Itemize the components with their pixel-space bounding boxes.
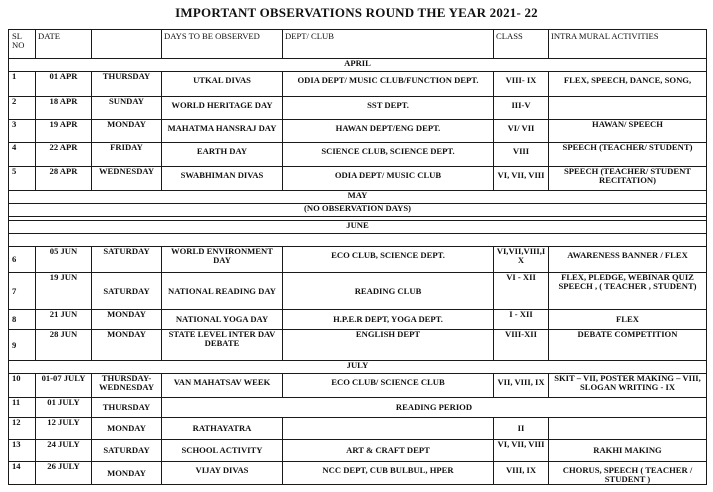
cell-date: 19 JUN (36, 273, 92, 310)
cell-observed: MAHATMA HANSRAJ DAY (162, 120, 283, 143)
cell-sl: 11 (9, 398, 36, 418)
cell-dept: ENGLISH DEPT (283, 330, 494, 361)
table-row (9, 398, 707, 418)
cell-activity: SPEECH (TEACHER/ STUDENT RECITATION) (549, 167, 707, 191)
cell-class: VI, VII, VIII (494, 167, 549, 191)
header-class: CLASS (494, 30, 549, 59)
cell-observed: STATE LEVEL INTER DAV DEBATE (162, 330, 283, 361)
month-row-july (9, 361, 707, 374)
cell-dept: SCIENCE CLUB, SCIENCE DEPT. (283, 143, 494, 167)
cell-class: VI, VII, VIII (494, 440, 549, 462)
month-label-april: APRIL (9, 59, 707, 72)
cell-activity: FLEX, SPEECH, DANCE, SONG, (549, 72, 707, 97)
cell-sl: 9 (9, 330, 36, 361)
table-row (9, 440, 707, 462)
header-date: DATE (36, 30, 92, 59)
month-label-may: MAY (9, 191, 707, 204)
cell-date: 01-07 JULY (36, 374, 92, 398)
cell-date: 22 APR (36, 143, 92, 167)
cell-day: SUNDAY (92, 97, 162, 120)
cell-dept: ART & CRAFT DEPT (283, 440, 494, 462)
cell-date: 28 APR (36, 167, 92, 191)
cell-day: MONDAY (92, 330, 162, 361)
cell-dept: H.P.E.R DEPT, YOGA DEPT. (283, 310, 494, 330)
table-row (9, 330, 707, 361)
cell-day: FRIDAY (92, 143, 162, 167)
observations-table (8, 29, 707, 485)
month-note-row-may (9, 204, 707, 217)
page-title: IMPORTANT OBSERVATIONS ROUND THE YEAR 2021- 22 (175, 5, 538, 20)
cell-observed: NATIONAL YOGA DAY (162, 310, 283, 330)
cell-observed: VIJAY DIVAS (162, 462, 283, 485)
cell-activity: DEBATE COMPETITION (549, 330, 707, 361)
cell-dept: ODIA DEPT/ MUSIC CLUB/FUNCTION DEPT. (283, 72, 494, 97)
cell-day: THURSDAY (92, 398, 162, 418)
cell-day: WEDNESDAY (92, 167, 162, 191)
cell-class: VII, VIII, IX (494, 374, 549, 398)
cell-observed: SCHOOL ACTIVITY (162, 440, 283, 462)
cell-class: VI,VII,VIII,I X (494, 247, 549, 273)
month-label-july: JULY (9, 361, 707, 374)
cell-date: 21 JUN (36, 310, 92, 330)
month-row-may (9, 191, 707, 204)
cell-date: 19 APR (36, 120, 92, 143)
cell-activity: CHORUS, SPEECH ( TEACHER / STUDENT ) (549, 462, 707, 485)
cell-sl: 5 (9, 167, 36, 191)
cell-dept (283, 418, 494, 440)
table-row (9, 72, 707, 97)
cell-sl: 10 (9, 374, 36, 398)
cell-sl: 8 (9, 310, 36, 330)
cell-sl: 13 (9, 440, 36, 462)
cell-activity: SKIT – VII, POSTER MAKING – VIII, SLOGAN WRITING - IX (549, 374, 707, 398)
cell-observed: READING PERIOD (162, 398, 707, 418)
cell-date: 28 JUN (36, 330, 92, 361)
month-row-june (9, 221, 707, 234)
table-row (9, 167, 707, 191)
cell-observed: UTKAL DIVAS (162, 72, 283, 97)
header-intra-mural: INTRA MURAL ACTIVITIES (549, 30, 707, 59)
cell-observed: NATIONAL READING DAY (162, 273, 283, 310)
cell-activity: FLEX (549, 310, 707, 330)
cell-class: VIII, IX (494, 462, 549, 485)
cell-observed: RATHAYATRA (162, 418, 283, 440)
cell-sl: 2 (9, 97, 36, 120)
no-observation-days-label: (NO OBSERVATION DAYS) (9, 204, 707, 217)
cell-day: SATURDAY (92, 440, 162, 462)
cell-sl: 4 (9, 143, 36, 167)
cell-class: II (494, 418, 549, 440)
table-row (9, 120, 707, 143)
cell-day: MONDAY (92, 418, 162, 440)
cell-day: THURSDAY- WEDNESDAY (92, 374, 162, 398)
cell-day: MONDAY (92, 310, 162, 330)
cell-day: THURSDAY (92, 72, 162, 97)
cell-dept: ODIA DEPT/ MUSIC CLUB (283, 167, 494, 191)
cell-sl: 12 (9, 418, 36, 440)
cell-activity (549, 97, 707, 120)
table-row (9, 97, 707, 120)
spacer-cell (9, 234, 707, 247)
cell-observed: VAN MAHATSAV WEEK (162, 374, 283, 398)
spacer-row (9, 234, 707, 247)
cell-date: 05 JUN (36, 247, 92, 273)
cell-sl: 7 (9, 273, 36, 310)
table-row (9, 374, 707, 398)
cell-class: I - XII (494, 310, 549, 330)
cell-activity: FLEX, PLEDGE, WEBINAR QUIZ SPEECH , ( TEACHER , STUDENT) (549, 273, 707, 310)
cell-observed: EARTH DAY (162, 143, 283, 167)
cell-class: VIII (494, 143, 549, 167)
cell-day: MONDAY (92, 462, 162, 485)
header-dept-club: DEPT/ CLUB (283, 30, 494, 59)
cell-sl: 3 (9, 120, 36, 143)
cell-activity: AWARENESS BANNER / FLEX (549, 247, 707, 273)
cell-activity: RAKHI MAKING (549, 440, 707, 462)
cell-date: 26 JULY (36, 462, 92, 485)
cell-date: 12 JULY (36, 418, 92, 440)
cell-dept: HAWAN DEPT/ENG DEPT. (283, 120, 494, 143)
cell-sl: 14 (9, 462, 36, 485)
month-row-april (9, 59, 707, 72)
table-row (9, 273, 707, 310)
cell-date: 18 APR (36, 97, 92, 120)
cell-observed: WORLD ENVIRONMENT DAY (162, 247, 283, 273)
cell-class: VI - XII (494, 273, 549, 310)
table-row (9, 247, 707, 273)
header-day (92, 30, 162, 59)
cell-date: 24 JULY (36, 440, 92, 462)
cell-class: VIII- IX (494, 72, 549, 97)
cell-observed: SWABHIMAN DIVAS (162, 167, 283, 191)
cell-activity: SPEECH (TEACHER/ STUDENT) (549, 143, 707, 167)
table-row (9, 418, 707, 440)
header-days-observed: DAYS TO BE OBSERVED (162, 30, 283, 59)
table-row (9, 310, 707, 330)
header-sl-no: SL NO (9, 30, 36, 59)
cell-dept: ECO CLUB/ SCIENCE CLUB (283, 374, 494, 398)
cell-observed: WORLD HERITAGE DAY (162, 97, 283, 120)
cell-activity: HAWAN/ SPEECH (549, 120, 707, 143)
cell-dept: READING CLUB (283, 273, 494, 310)
cell-date: 01 APR (36, 72, 92, 97)
table-row (9, 462, 707, 485)
cell-dept: ECO CLUB, SCIENCE DEPT. (283, 247, 494, 273)
cell-day: SATURDAY (92, 273, 162, 310)
cell-class: VIII-XII (494, 330, 549, 361)
cell-date: 01 JULY (36, 398, 92, 418)
cell-class: III-V (494, 97, 549, 120)
cell-class: VI/ VII (494, 120, 549, 143)
cell-activity (549, 418, 707, 440)
cell-sl: 1 (9, 72, 36, 97)
cell-dept: NCC DEPT, CUB BULBUL, HPER (283, 462, 494, 485)
month-label-june: JUNE (9, 221, 707, 234)
cell-sl: 6 (9, 247, 36, 273)
cell-day: SATURDAY (92, 247, 162, 273)
table-row (9, 143, 707, 167)
cell-day: MONDAY (92, 120, 162, 143)
header-row (9, 30, 707, 59)
cell-dept: SST DEPT. (283, 97, 494, 120)
